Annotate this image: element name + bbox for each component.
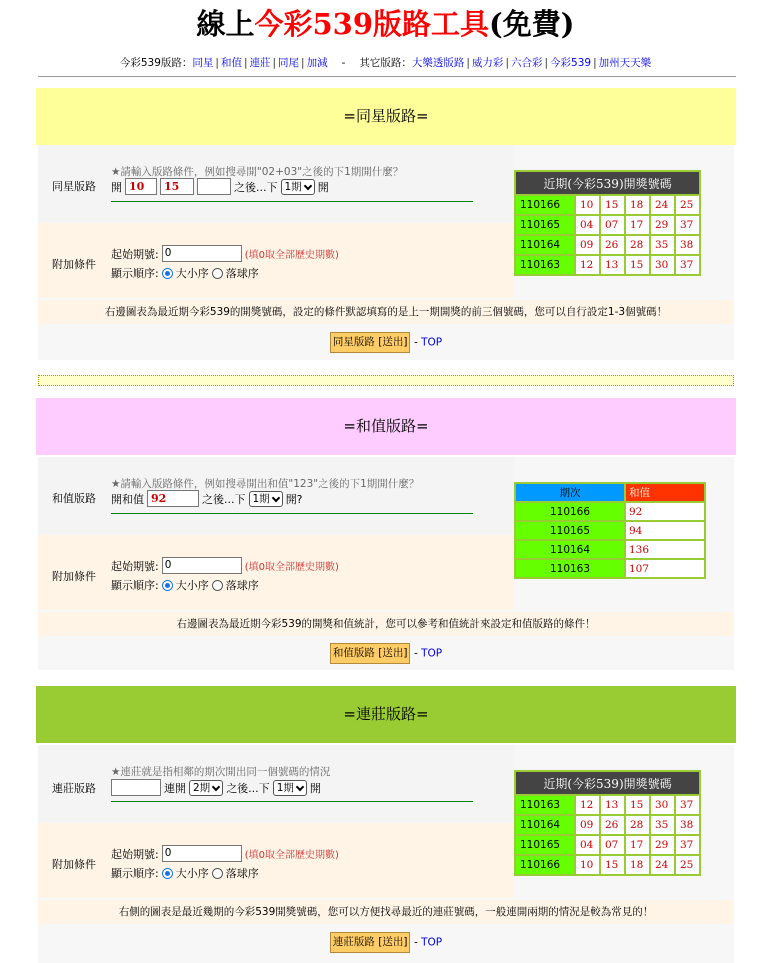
- sum-input[interactable]: 92: [147, 490, 199, 507]
- page-title: 線上今彩539版路工具(免費): [196, 7, 575, 41]
- table-row: 110165 04 07 17 29 37: [516, 836, 699, 854]
- section-header-streak: =連莊版路=: [36, 686, 736, 743]
- radio-size-order[interactable]: [162, 580, 173, 591]
- column-header-period: 期次: [516, 484, 624, 501]
- row-label: 附加條件: [52, 258, 96, 271]
- radio-draw-order[interactable]: [212, 580, 223, 591]
- top-link[interactable]: TOP: [421, 336, 443, 349]
- top-nav: 今彩539版路：同星 | 和值 | 連莊 | 同尾 | 加減 - 其它版路：大樂透版路 | 威力彩 | 六合彩 | 今彩539 | 加州天天樂: [119, 57, 652, 69]
- section-header-sum: =和值版路=: [36, 398, 736, 455]
- submit-button[interactable]: 和值版路 [送出]: [330, 643, 411, 664]
- radio-size-order[interactable]: [162, 268, 173, 279]
- table-row: 110163 12 13 15 30 37: [516, 796, 699, 814]
- note-text: 右邊圖表為最近期今彩539的開獎號碼，設定的條件默認填寫的是上一期開獎的前三個號碼，您可以自行設定1-3個號碼！: [38, 300, 734, 324]
- table-row: 110163 107: [516, 560, 704, 577]
- divider: [111, 801, 473, 802]
- nav-link-539[interactable]: 今彩539: [550, 57, 592, 69]
- nav-link-mark6[interactable]: 六合彩: [510, 57, 543, 69]
- section-header-same-star: =同星版路=: [36, 88, 736, 145]
- divider: [38, 76, 736, 77]
- nav-link-sum[interactable]: 和值: [220, 57, 242, 69]
- note-text: 右側的圖表是最近幾期的今彩539開獎號碼，您可以方便找尋最近的連莊號碼，一般連開兩期的情況是較為常見的！: [38, 900, 734, 924]
- table-title: 近期(今彩539)開獎號碼: [516, 172, 699, 194]
- table-row: 110164 136: [516, 541, 704, 558]
- start-period-input[interactable]: 0: [162, 845, 242, 862]
- chevron-down-icon: [212, 784, 220, 792]
- chevron-down-icon: [304, 183, 312, 191]
- start-period-input[interactable]: 0: [162, 245, 242, 262]
- divider: [111, 513, 473, 514]
- nav-link-lotto[interactable]: 大樂透版路: [411, 57, 465, 69]
- section-sum: 和值版路 ★請輸入版路條件，例如搜尋開出和值"123"之後的下1期開什麼？ 開和值 92 之後...下 1期 開? 附加條件 起始期號: 0 (填0取全部歷史期數) 顯示順序: 大小序 落球序 右邊圖表為最近期今彩539的開獎和值統計，您可以參考和值統計來設定和值版路的條件！ 和值版路 [送出] - TOP: [38, 457, 734, 670]
- nav-link-daily4[interactable]: 加州天天樂: [598, 57, 652, 69]
- row-label: 連莊版路: [52, 782, 96, 795]
- column-header-sum: 和值: [626, 484, 704, 501]
- period-select[interactable]: 1期: [273, 780, 307, 796]
- table-row: 110164 09 26 28 35 38: [516, 816, 699, 834]
- hint-text: ★連莊就是指相鄰的期次開出同一個號碼的情況: [111, 766, 331, 778]
- sum-stats-table: [514, 482, 706, 579]
- recent-draws-table: [514, 770, 701, 876]
- radio-draw-order[interactable]: [212, 868, 223, 879]
- number-input-2[interactable]: 15: [160, 178, 194, 195]
- start-period-input[interactable]: 0: [162, 557, 242, 574]
- number-input-1[interactable]: 10: [125, 178, 157, 195]
- table-row: 110163 12 13 15 30 37: [516, 256, 699, 274]
- chevron-down-icon: [272, 495, 280, 503]
- row-label: 附加條件: [52, 858, 96, 871]
- period-select[interactable]: 1期: [249, 491, 283, 507]
- streak-select[interactable]: 2期: [189, 780, 223, 796]
- section-streak: 連莊版路 ★連莊就是指相鄰的期次開出同一個號碼的情況 連開 2期 之後...下 1期 開 附加條件 起始期號: 0 (填0取全部歷史期數) 顯示順序: 大小序 落球序 右側的圖表是最近幾期的今彩539開獎號碼，您可以方便找尋最近的連莊號碼，一般連開兩期的情況是較為常見的！ 連莊版路 [送出] - TOP: [38, 745, 734, 963]
- hint-text: ★請輸入版路條件，例如搜尋開"02+03"之後的下1期開什麼？: [111, 166, 404, 178]
- note-text: 右邊圖表為最近期今彩539的開獎和值統計，您可以參考和值統計來設定和值版路的條件！: [38, 612, 734, 636]
- period-select[interactable]: 1期: [281, 179, 315, 195]
- table-row: 110166 92: [516, 503, 704, 520]
- hint-text: ★請輸入版路條件，例如搜尋開出和值"123"之後的下1期開什麼？: [111, 478, 420, 490]
- radio-draw-order[interactable]: [212, 268, 223, 279]
- top-link[interactable]: TOP: [421, 936, 443, 949]
- table-row: 110166 10 15 18 24 25: [516, 196, 699, 214]
- table-row: 110166 10 15 18 24 25: [516, 856, 699, 874]
- table-row: 110165 04 07 17 29 37: [516, 216, 699, 234]
- nav-link-same-star[interactable]: 同星: [192, 57, 214, 69]
- section-separator: [38, 375, 734, 386]
- row-label: 附加條件: [52, 570, 96, 583]
- nav-link-power[interactable]: 威力彩: [471, 57, 504, 69]
- chevron-down-icon: [296, 784, 304, 792]
- recent-draws-table: [514, 170, 701, 276]
- submit-button[interactable]: 同星版路 [送出]: [330, 332, 411, 353]
- top-link[interactable]: TOP: [421, 647, 443, 660]
- table-title: 近期(今彩539)開獎號碼: [516, 772, 699, 794]
- number-input-3[interactable]: [197, 178, 231, 195]
- row-label: 同星版路: [52, 180, 96, 193]
- submit-button[interactable]: 連莊版路 [送出]: [330, 932, 411, 953]
- divider: [111, 201, 473, 202]
- table-row: 110164 09 26 28 35 38: [516, 236, 699, 254]
- nav-link-streak[interactable]: 連莊: [249, 57, 271, 69]
- section-same-star: 同星版路 ★請輸入版路條件，例如搜尋開"02+03"之後的下1期開什麼？ 開 10 15 之後...下 1期 開 附加條件 起始期號: 0 (填0取全部歷史期數) 顯示順序: 大小序 落球序 右邊圖表為最近期今彩539的開獎號碼，設定的條件默認填寫的是上一期開獎的前三個號碼，您可以自行設定1-3個號碼！ 同星版路 [送出] - TOP: [38, 145, 734, 360]
- streak-number-input[interactable]: [111, 779, 161, 796]
- row-label: 和值版路: [52, 492, 96, 505]
- nav-link-same-tail[interactable]: 同尾: [278, 57, 300, 69]
- table-row: 110165 94: [516, 522, 704, 539]
- radio-size-order[interactable]: [162, 868, 173, 879]
- nav-link-plus-minus[interactable]: 加減: [306, 57, 328, 69]
